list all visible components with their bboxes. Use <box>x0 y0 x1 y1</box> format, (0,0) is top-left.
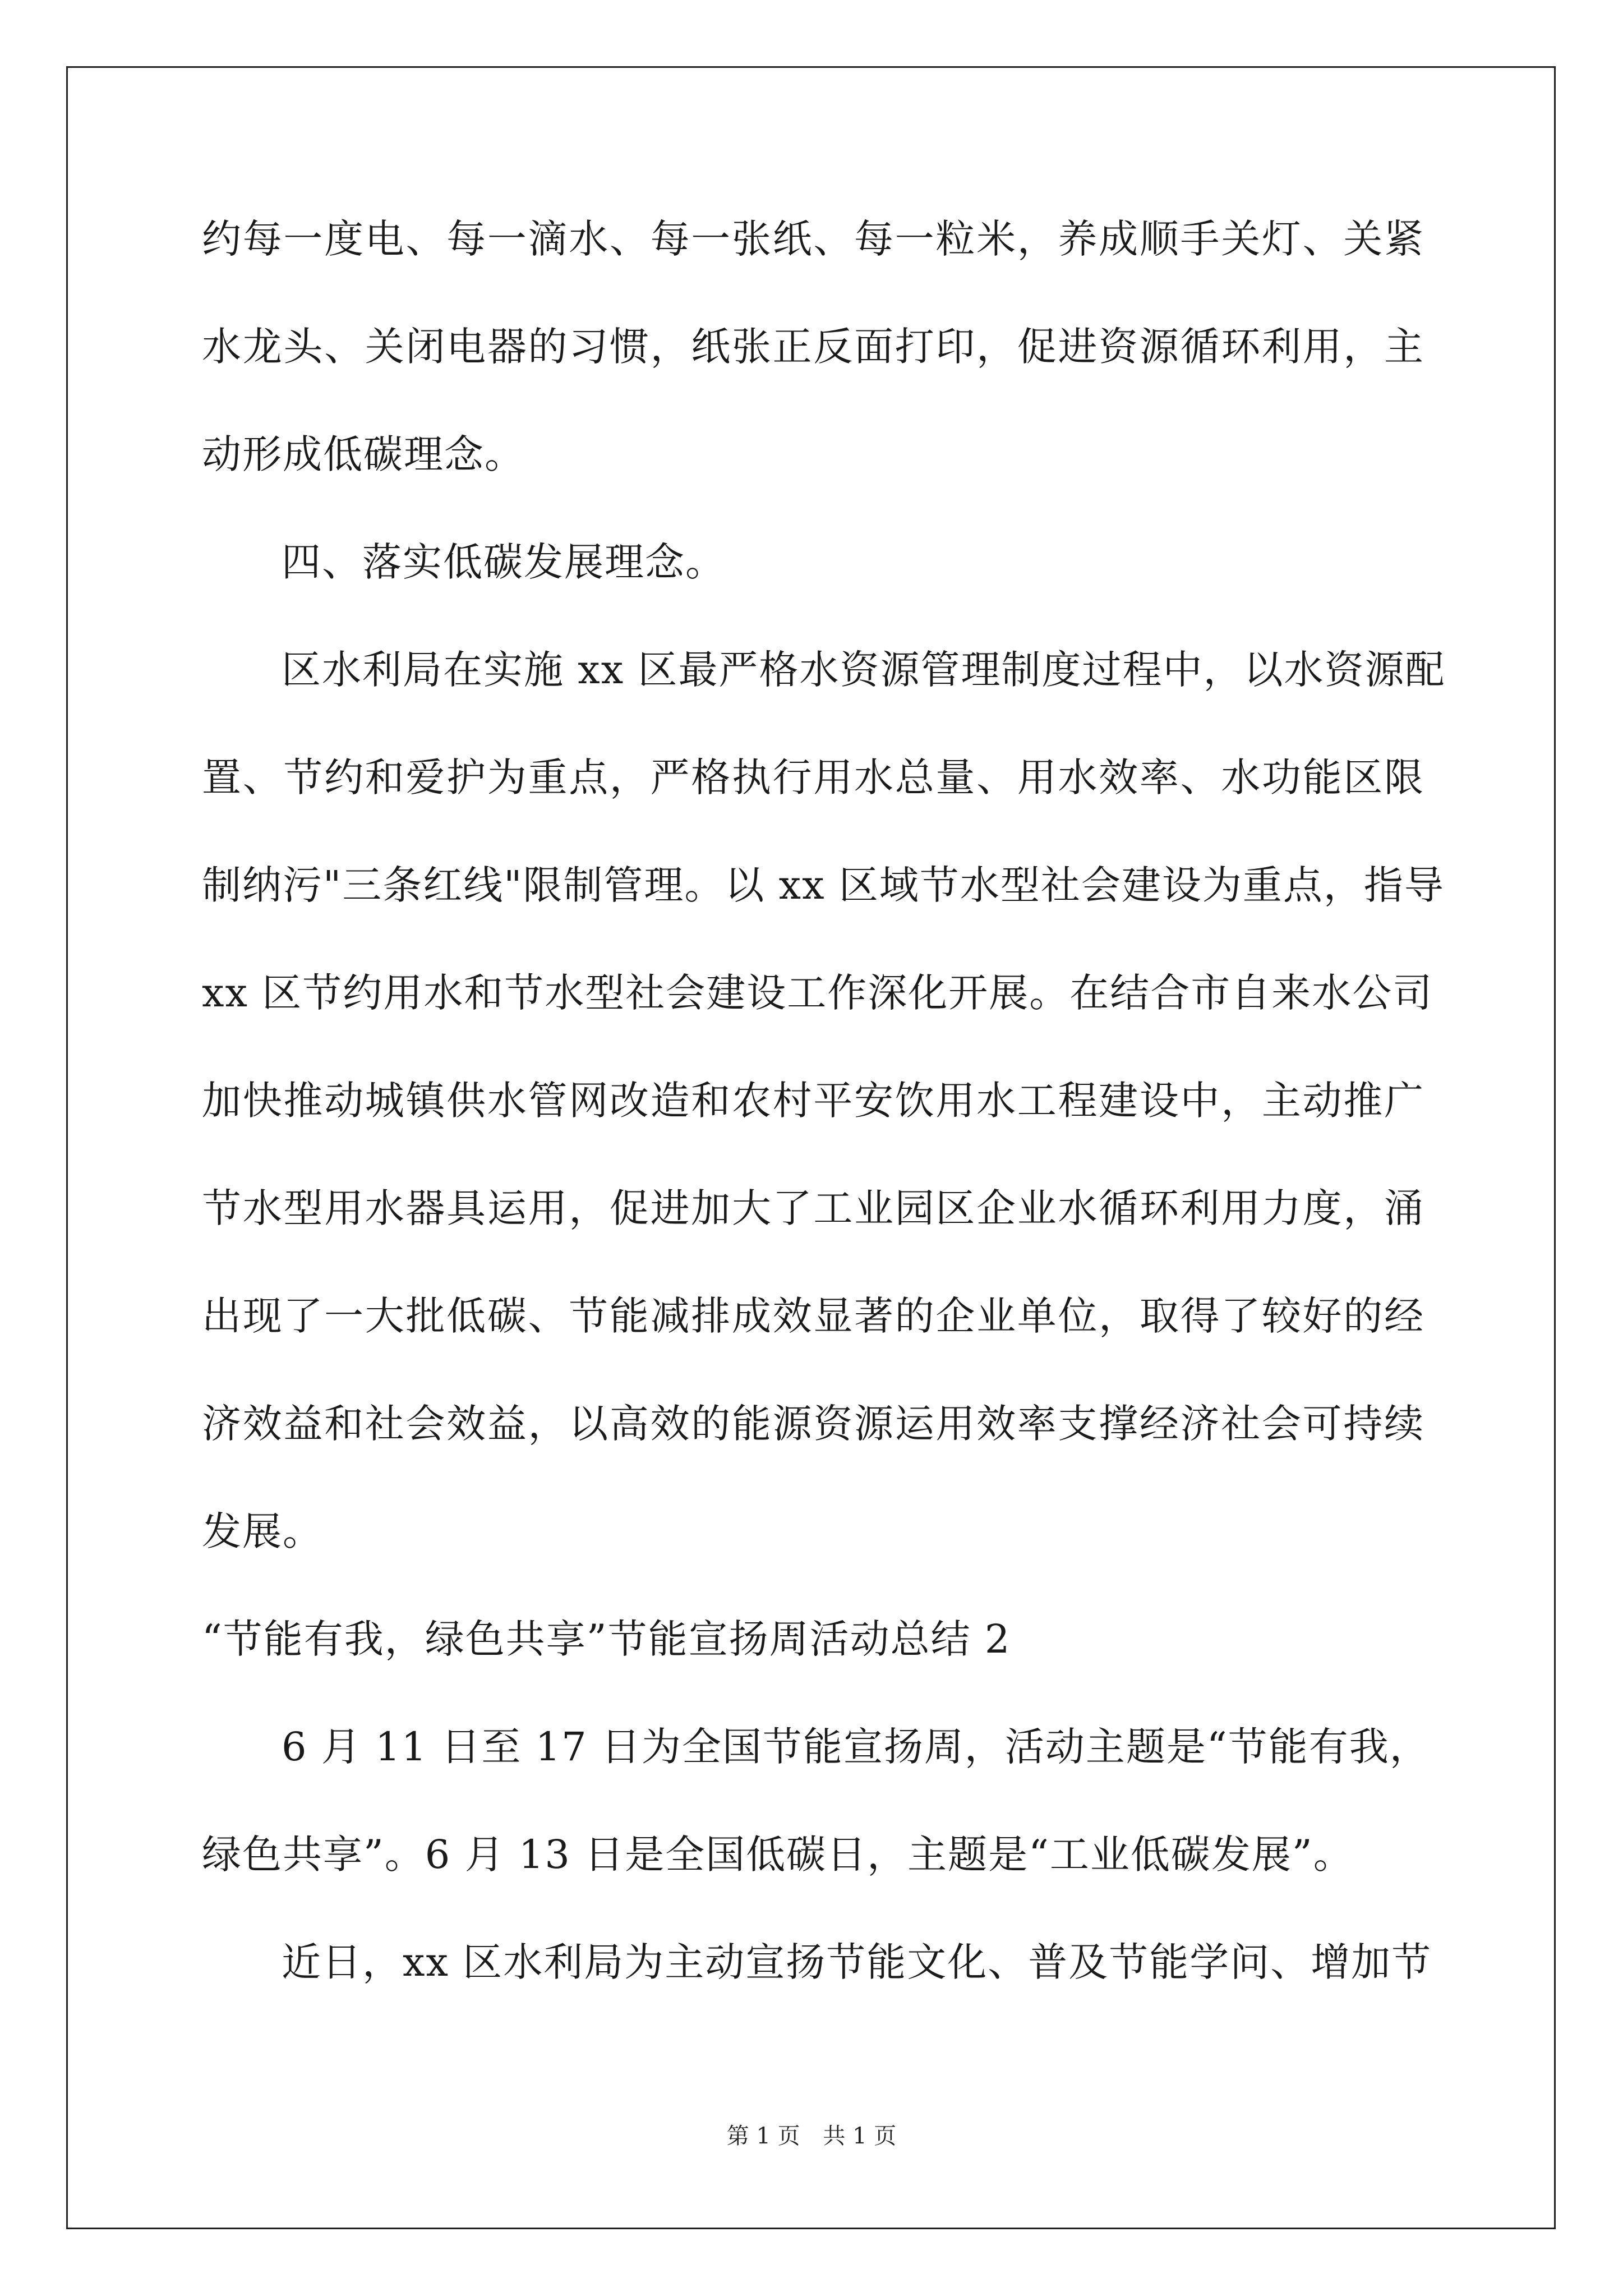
text-line: 动形成低碳理念。 <box>202 431 525 477</box>
text-line: 制纳污"三条红线"限制管理。以 xx 区域节水型社会建设为重点，指导 <box>202 862 1445 908</box>
page-number-current: 第 1 页 <box>726 2123 800 2149</box>
text-line: 绿色共享”。6 月 13 日是全国低碳日，主题是“工业低碳发展”。 <box>202 1832 1354 1878</box>
text-line: 发展。 <box>202 1508 323 1554</box>
text-line: 加快推动城镇供水管网改造和农村平安饮用水工程建设中，主动推广 <box>202 1078 1424 1124</box>
text-line: 约每一度电、每一滴水、每一张纸、每一粒米，养成顺手关灯、关紧 <box>202 216 1424 262</box>
page-number-total: 共 1 页 <box>823 2123 897 2149</box>
page-footer <box>0 2122 1623 2151</box>
text-line: 水龙头、关闭电器的习惯，纸张正反面打印，促进资源循环利用，主 <box>202 324 1424 370</box>
article-title: “节能有我，绿色共享”节能宣扬周活动总结 2 <box>202 1616 1011 1662</box>
text-line: xx 区节约用水和节水型社会建设工作深化开展。在结合市自来水公司 <box>202 970 1433 1016</box>
text-line: 节水型用水器具运用，促进加大了工业园区企业水循环利用力度，涌 <box>202 1185 1424 1231</box>
text-line: 济效益和社会效益，以高效的能源资源运用效率支撑经济社会可持续 <box>202 1401 1424 1447</box>
text-line: 近日，xx 区水利局为主动宣扬节能文化、普及节能学问、增加节 <box>282 1939 1432 1985</box>
text-line: 6 月 11 日至 17 日为全国节能宣扬周，活动主题是“节能有我， <box>282 1724 1430 1770</box>
text-line: 出现了一大批低碳、节能减排成效显著的企业单位，取得了较好的经 <box>202 1293 1424 1339</box>
text-line: 置、节约和爱护为重点，严格执行用水总量、用水效率、水功能区限 <box>202 754 1424 800</box>
document-body <box>202 212 1446 2043</box>
section-heading: 四、落实低碳发展理念。 <box>282 539 726 585</box>
text-line: 区水利局在实施 xx 区最严格水资源管理制度过程中，以水资源配 <box>282 647 1446 693</box>
